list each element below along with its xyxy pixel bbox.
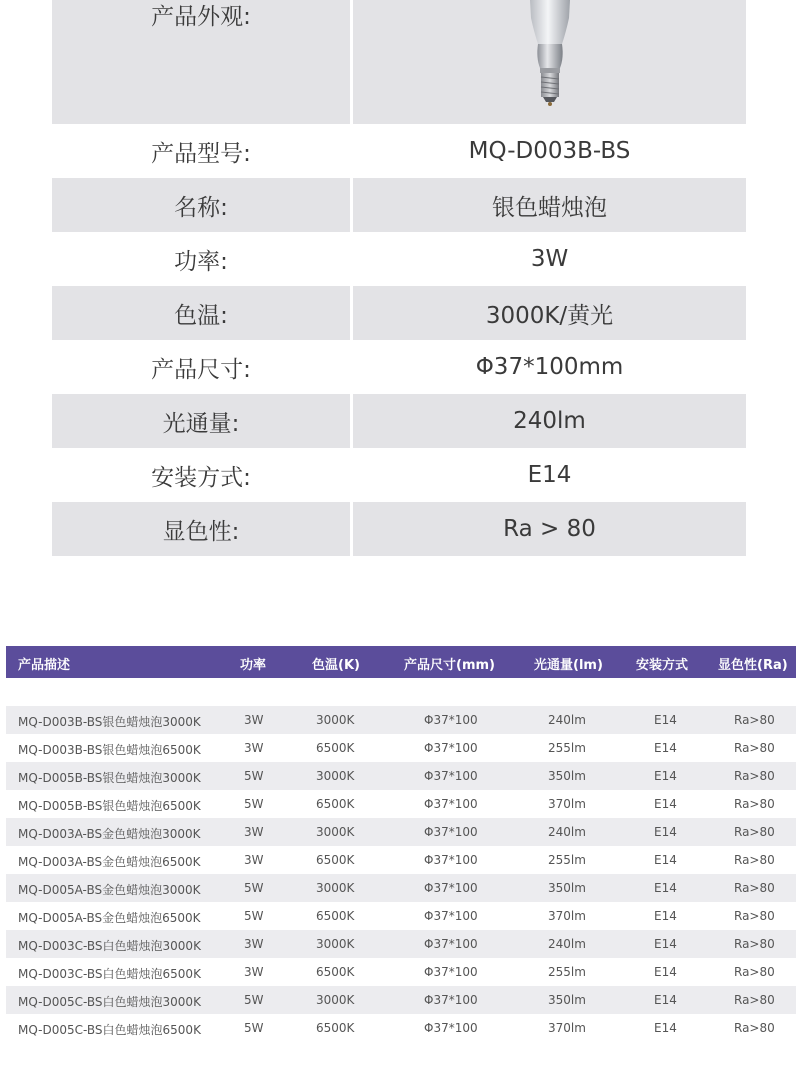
- cell-power: 5W: [244, 993, 264, 1007]
- cell-size: Φ37*100: [424, 1021, 478, 1035]
- cell-cri: Ra>80: [734, 797, 775, 811]
- cell-base: E14: [654, 881, 677, 895]
- cell-lumen: 255lm: [548, 853, 586, 867]
- cell-lumen: 350lm: [548, 769, 586, 783]
- cell-description: MQ-D005A-BS金色蜡烛泡3000K: [18, 883, 201, 897]
- spec-sheet: [52, 0, 746, 556]
- product-image-cell: [353, 0, 746, 124]
- spec-row-size: [52, 340, 746, 394]
- cell-base: E14: [654, 909, 677, 923]
- spec-value: MQ-D003B-BS: [468, 138, 631, 164]
- cell-size: Φ37*100: [424, 769, 478, 783]
- spec-row-base: [52, 448, 746, 502]
- cell-cri: Ra>80: [734, 853, 775, 867]
- spec-value: 银色蜡烛泡: [353, 178, 746, 232]
- cell-color-temp: 6500K: [316, 741, 355, 755]
- cell-power: 5W: [244, 1021, 264, 1035]
- cell-color-temp: 3000K: [316, 713, 355, 727]
- cell-base: E14: [654, 1021, 677, 1035]
- cell-cri: Ra>80: [734, 825, 775, 839]
- table-row: [6, 874, 796, 902]
- cell-size: Φ37*100: [424, 741, 478, 755]
- appearance-label: 产品外观:: [151, 4, 251, 30]
- cell-lumen: 370lm: [548, 797, 586, 811]
- cell-size: Φ37*100: [424, 713, 478, 727]
- column-header: 产品描述: [18, 658, 71, 673]
- spec-value: 3000K/黄光: [353, 286, 746, 340]
- cell-lumen: 350lm: [548, 993, 586, 1007]
- spec-row-name: [52, 178, 746, 232]
- spec-value: E14: [527, 462, 572, 488]
- cell-power: 3W: [244, 713, 264, 727]
- cell-color-temp: 6500K: [316, 797, 355, 811]
- table-body: [6, 706, 796, 1042]
- spec-row-power: [52, 232, 746, 286]
- cell-power: 3W: [244, 965, 264, 979]
- cell-size: Φ37*100: [424, 797, 478, 811]
- cell-size: Φ37*100: [424, 937, 478, 951]
- cell-color-temp: 6500K: [316, 909, 355, 923]
- appearance-row: [52, 0, 746, 124]
- cell-base: E14: [654, 769, 677, 783]
- cell-cri: Ra>80: [734, 937, 775, 951]
- table-row: [6, 1014, 796, 1042]
- cell-description: MQ-D003B-BS银色蜡烛泡3000K: [18, 715, 201, 729]
- cell-base: E14: [654, 741, 677, 755]
- cell-size: Φ37*100: [424, 881, 478, 895]
- spec-row-lumen: [52, 394, 746, 448]
- cell-lumen: 240lm: [548, 825, 586, 839]
- cell-cri: Ra>80: [734, 993, 775, 1007]
- cell-color-temp: 6500K: [316, 853, 355, 867]
- cell-size: Φ37*100: [424, 825, 478, 839]
- cell-cri: Ra>80: [734, 769, 775, 783]
- column-header: 安装方式: [636, 658, 689, 673]
- table-row: [6, 762, 796, 790]
- cell-lumen: 370lm: [548, 1021, 586, 1035]
- spec-value: 3W: [530, 246, 569, 272]
- cell-cri: Ra>80: [734, 965, 775, 979]
- spec-value: Ra > 80: [353, 502, 746, 556]
- cell-power: 5W: [244, 881, 264, 895]
- table-header: [6, 646, 796, 678]
- spec-label: 产品型号:: [151, 140, 251, 167]
- cell-lumen: 255lm: [548, 965, 586, 979]
- column-header: 显色性(Ra): [718, 658, 788, 673]
- cell-power: 3W: [244, 937, 264, 951]
- cell-base: E14: [654, 797, 677, 811]
- column-header: 光通量(lm): [534, 658, 603, 673]
- column-header: 色温(K): [312, 658, 360, 673]
- spec-label: 光通量:: [52, 394, 350, 448]
- cell-power: 3W: [244, 741, 264, 755]
- cell-base: E14: [654, 825, 677, 839]
- cell-cri: Ra>80: [734, 713, 775, 727]
- spec-value: 240lm: [353, 394, 746, 448]
- cell-lumen: 370lm: [548, 909, 586, 923]
- spec-label: 功率:: [174, 248, 228, 275]
- table-row: [6, 902, 796, 930]
- cell-color-temp: 3000K: [316, 881, 355, 895]
- spec-label: 显色性:: [52, 502, 350, 556]
- header-spacer: [6, 678, 796, 706]
- table-row: [6, 818, 796, 846]
- spec-row-model: [52, 124, 746, 178]
- cell-lumen: 240lm: [548, 713, 586, 727]
- cell-cri: Ra>80: [734, 741, 775, 755]
- table-row: [6, 734, 796, 762]
- cell-base: E14: [654, 853, 677, 867]
- cell-description: MQ-D003A-BS金色蜡烛泡6500K: [18, 855, 201, 869]
- column-header: 产品尺寸(mm): [404, 658, 495, 673]
- cell-description: MQ-D005B-BS银色蜡烛泡3000K: [18, 771, 201, 785]
- cell-power: 5W: [244, 797, 264, 811]
- cell-lumen: 240lm: [548, 937, 586, 951]
- cell-power: 5W: [244, 909, 264, 923]
- cell-cri: Ra>80: [734, 909, 775, 923]
- table-row: [6, 986, 796, 1014]
- spec-row-color-temp: [52, 286, 746, 340]
- cell-size: Φ37*100: [424, 993, 478, 1007]
- cell-base: E14: [654, 993, 677, 1007]
- spec-label: 产品尺寸:: [151, 356, 251, 383]
- cell-color-temp: 3000K: [316, 937, 355, 951]
- cell-color-temp: 3000K: [316, 993, 355, 1007]
- cell-power: 5W: [244, 769, 264, 783]
- table-row: [6, 706, 796, 734]
- cell-base: E14: [654, 937, 677, 951]
- column-header: 功率: [240, 658, 267, 673]
- spec-label: 名称:: [52, 178, 350, 232]
- cell-base: E14: [654, 713, 677, 727]
- table-row: [6, 930, 796, 958]
- cell-color-temp: 3000K: [316, 825, 355, 839]
- candle-bulb-image: [526, 0, 574, 106]
- table-row: [6, 958, 796, 986]
- spec-row-cri: [52, 502, 746, 556]
- cell-description: MQ-D003C-BS白色蜡烛泡6500K: [18, 967, 201, 981]
- cell-description: MQ-D003C-BS白色蜡烛泡3000K: [18, 939, 201, 953]
- spec-value: Φ37*100mm: [475, 354, 624, 380]
- table-row: [6, 790, 796, 818]
- cell-size: Φ37*100: [424, 853, 478, 867]
- product-list-table: [6, 646, 796, 1042]
- cell-cri: Ra>80: [734, 1021, 775, 1035]
- appearance-label-cell: [52, 0, 350, 124]
- cell-lumen: 350lm: [548, 881, 586, 895]
- cell-base: E14: [654, 965, 677, 979]
- cell-size: Φ37*100: [424, 965, 478, 979]
- cell-description: MQ-D005C-BS白色蜡烛泡3000K: [18, 995, 201, 1009]
- cell-color-temp: 6500K: [316, 965, 355, 979]
- cell-description: MQ-D005C-BS白色蜡烛泡6500K: [18, 1023, 201, 1037]
- cell-power: 3W: [244, 853, 264, 867]
- table-row: [6, 846, 796, 874]
- cell-color-temp: 3000K: [316, 769, 355, 783]
- cell-description: MQ-D003A-BS金色蜡烛泡3000K: [18, 827, 201, 841]
- cell-size: Φ37*100: [424, 909, 478, 923]
- cell-power: 3W: [244, 825, 264, 839]
- cell-description: MQ-D005A-BS金色蜡烛泡6500K: [18, 911, 201, 925]
- cell-cri: Ra>80: [734, 881, 775, 895]
- cell-description: MQ-D003B-BS银色蜡烛泡6500K: [18, 743, 201, 757]
- spec-label: 色温:: [52, 286, 350, 340]
- spec-label: 安装方式:: [151, 464, 251, 491]
- cell-color-temp: 6500K: [316, 1021, 355, 1035]
- cell-lumen: 255lm: [548, 741, 586, 755]
- cell-description: MQ-D005B-BS银色蜡烛泡6500K: [18, 799, 201, 813]
